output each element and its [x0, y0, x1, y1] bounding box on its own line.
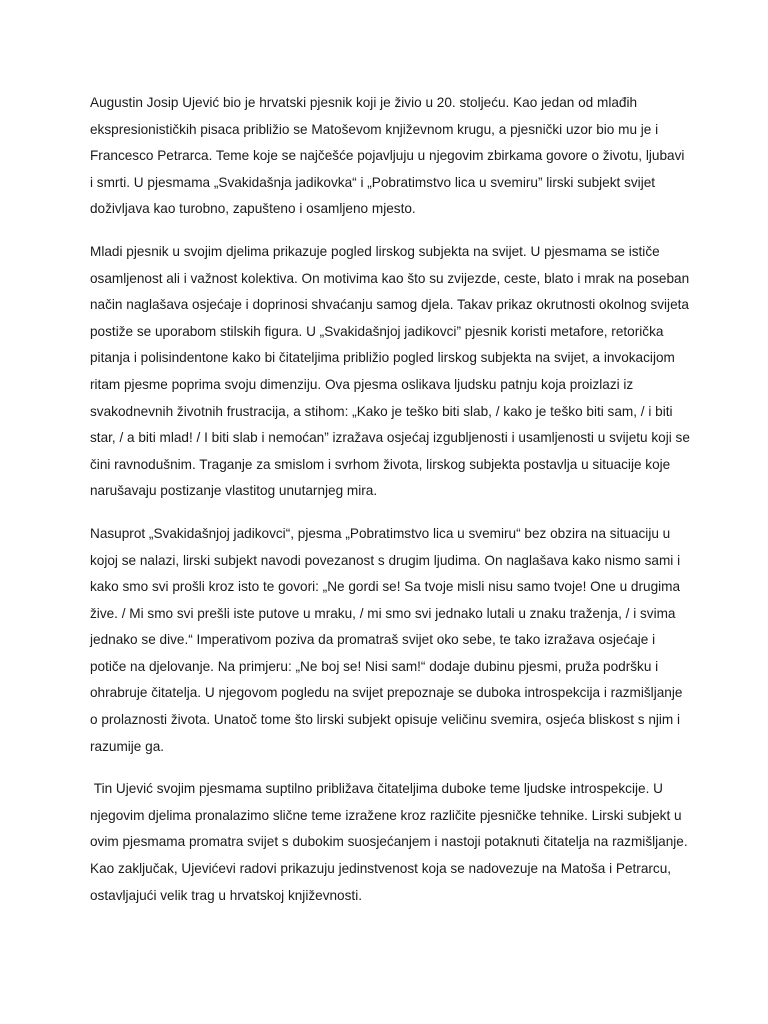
paragraph-2: Mladi pjesnik u svojim djelima prikazuje pogled lirskog subjekta na svijet. U pjesmama se ističe osamljenost ali i važnost kolektiva. On motivima kao što su zvijezde, ceste, blato i mrak na poseban način naglašava osjećaje i doprinosi shvaćanju samog djela. Takav prikaz okrutnosti okolnog svijeta postiže se uporabom stilskih figura. U „Svakidašnjoj jadikovci” pjesnik koristi metafore, retorička pitanja i polisindentone kako bi čitateljima približio pogled lirskog subjekta na svijet, a invokacijom ritam pjesme poprima svoju dimenziju. Ova pjesma oslikava ljudsku patnju koja proizlazi iz svakodnevnih životnih frustracija, a stihom: „Kako je teško biti slab, / kako je teško biti sam, / i biti star, / a biti mlad! / I biti slab i nemoćan” izražava osjećaj izgubljenosti i usamljenosti u svijetu koji se čini ravnodušnim. Traganje za smislom i svrhom života, lirskog subjekta postavlja u situacije koje narušavaju postizanje vlastitog unutarnjeg mira. — [90, 243, 694, 499]
paragraph-4: Tin Ujević svojim pjesmama suptilno približava čitateljima duboke teme ljudske introspekcije. U njegovim djelima pronalazimo slične teme izražene kroz različite pjesničke tehnike. Lirski subjekt u ovim pjesmama promatra svijet s dubokim suosjećanjem i nastoji potaknuti čitatelja na razmišljanje. Kao zaključak, Ujevićevi radovi prikazuju jedinstvenost koja se nadovezuje na Matoša i Petrarcu, ostavljajući velik trag u hrvatskoj književnosti. — [90, 781, 692, 903]
paragraph-3: Nasuprot „Svakidašnjoj jadikovci“, pjesma „Pobratimstvo lica u svemiru“ bez obzira na situaciju u kojoj se nalazi, lirski subjekt navodi povezanost s drugim ljudima. On naglašava kako nismo sami i kako smo svi prošli kroz isto te govori: „Ne gordi se! Sa tvoje misli nisu samo tvoje! One u drugima žive. / Mi smo svi prešli iste putove u mraku, / mi smo svi jednako lutali u znaku traženja, / i svima jednako se dive.“ Imperativom poziva da promatraš svijet oko sebe, te tako izražava osjećaje i potiče na djelovanje. Na primjeru: „Ne boj se! Nisi sam!“ dodaje dubinu pjesmi, pruža podršku i ohrabruje čitatelja. U njegovom pogledu na svijet prepoznaje se duboka introspekcija i razmišljanje o prolaznosti života. Unatoč tome što lirski subjekt opisuje veličinu svemira, osjeća bliskost s njim i razumije ga. — [90, 525, 687, 754]
paragraph-1: Augustin Josip Ujević bio je hrvatski pjesnik koji je živio u 20. stoljeću. Kao jedan od mlađih ekspresionističkih pisaca približio se Matoševom književnom krugu, a pjesnički uzor bio mu je i Francesco Petrarca. Teme koje se najčešće pojavljuju u njegovim zbirkama govore o životu, ljubavi i smrti. U pjesmama „Svakidašnja jadikovka“ i „Pobratimstvo lica u svemiru” lirski subjekt svijet doživljava kao turobno, zapušteno i osamljeno mjesto. — [90, 95, 689, 217]
document-body — [90, 90, 694, 925]
